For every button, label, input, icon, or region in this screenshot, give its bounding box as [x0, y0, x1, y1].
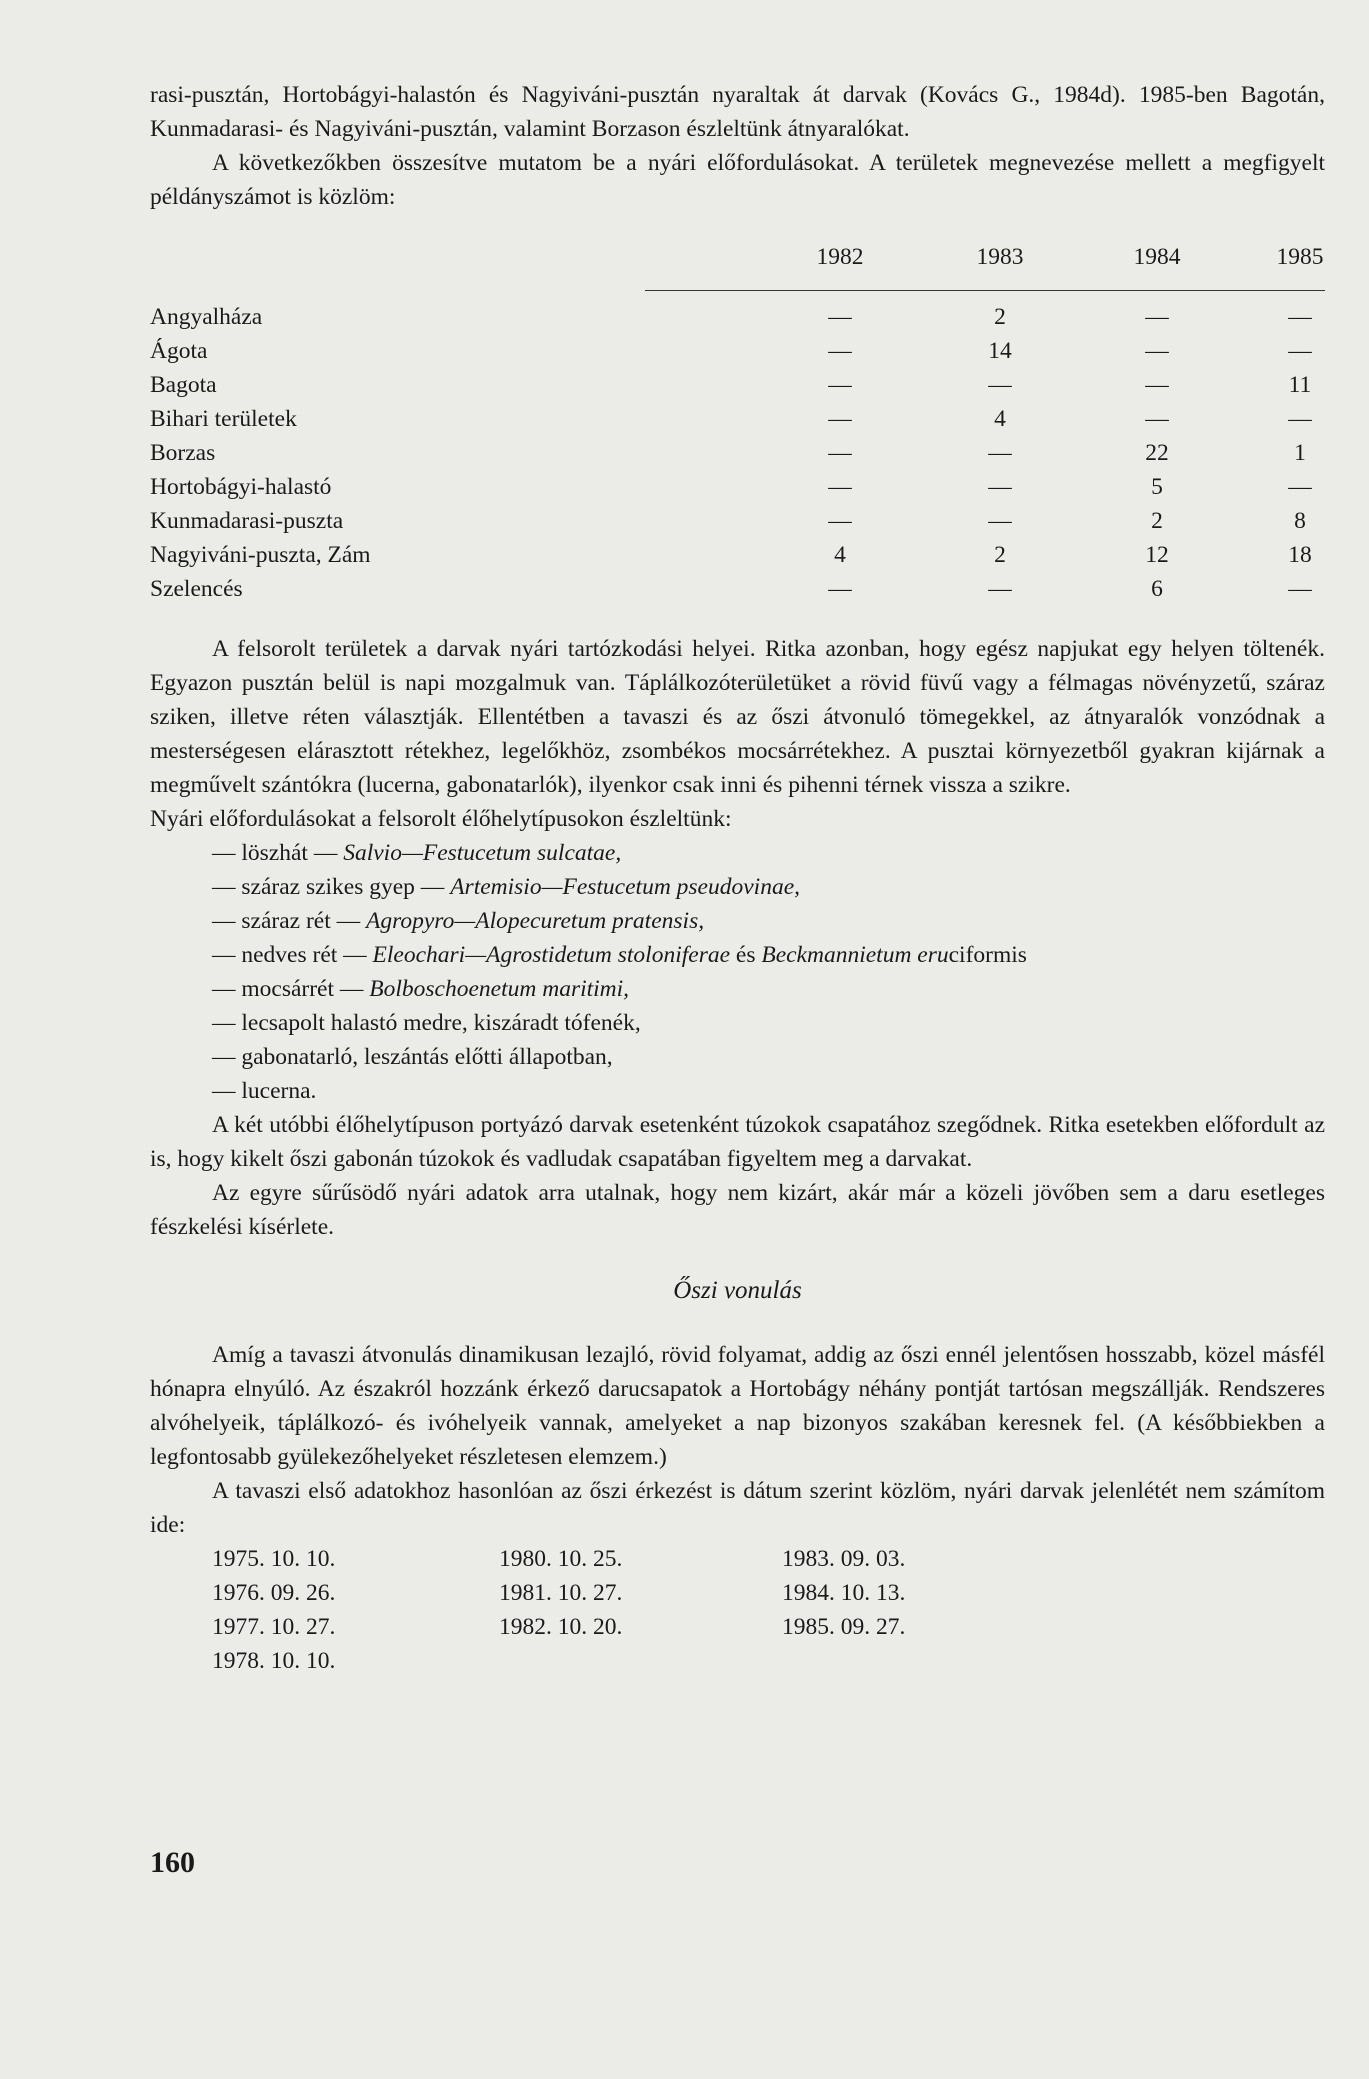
- date-entry: 1978. 10. 10.: [212, 1648, 336, 1674]
- page-content: [150, 78, 1325, 1678]
- count-cell: 2: [1151, 508, 1163, 534]
- count-cell: —: [988, 474, 1012, 500]
- habitat-list: [150, 836, 1325, 1108]
- habitat-latin-2: Beckmannietum eru: [761, 942, 949, 968]
- habitat-tail: ciformis: [948, 942, 1027, 968]
- arrival-dates: [150, 1542, 1325, 1678]
- count-cell: —: [1145, 338, 1169, 364]
- habitat-latin: Artemisio—Festucetum pseudovinae,: [450, 874, 801, 900]
- count-cell: —: [988, 372, 1012, 398]
- date-entry: 1981. 10. 27.: [499, 1580, 623, 1606]
- area-name: Hortobágyi-halastó: [150, 474, 332, 500]
- habitat-plain: — száraz rét —: [212, 908, 366, 934]
- date-entry: 1984. 10. 13.: [782, 1580, 906, 1606]
- intro-paragraph-2: A következőkben összesítve mutatom be a nyári előfordulásokat. A területek megnevezése mellett a megfigyelt példányszámot is közlöm:: [150, 150, 1325, 210]
- habitat-latin: Agropyro—Alopecuretum pratensis,: [365, 908, 705, 934]
- table-row: [150, 572, 1325, 606]
- count-cell: —: [828, 508, 852, 534]
- habitat-latin: Bolboschoenetum maritimi,: [369, 976, 630, 1002]
- count-cell: 4: [994, 406, 1006, 432]
- area-name: Szelencés: [150, 576, 243, 602]
- paragraph-summer-habitats: A felsorolt területek a darvak nyári tartózkodási helyei. Ritka azonban, hogy egész napjukat egy helyen töltenék. Egyazon pusztán belül is napi mozgalmuk van. Táplálkozóterületüket a rövid füvű vagy a félmagas növényzetű, száraz sziken, illetve réten választják. Ellentétben a tavaszi és az őszi átvonuló tömegekkel, az átnyaralók vonzódnak a mesterségesen elárasztott rétekhez, legelőkhöz, zsombékos mocsárrétekhez. A pusztai környezetből gyakran kijárnak a megművelt szántókra (lucerna, gabonatarlók), ilyenkor csak inni és pihenni térnek vissza a szikre.: [150, 636, 1325, 798]
- list-item: [150, 904, 1325, 938]
- table-row: [150, 538, 1325, 572]
- habitat-list-intro: Nyári előfordulásokat a felsorolt élőhelytípusokon észleltünk:: [150, 806, 732, 832]
- table-row: [150, 504, 1325, 538]
- habitat-latin: Salvio—Festucetum sulcatae,: [343, 840, 622, 866]
- list-item: [150, 1074, 1325, 1108]
- table-row: [150, 368, 1325, 402]
- count-cell: 6: [1151, 576, 1163, 602]
- observation-table: [150, 240, 1325, 610]
- page-number: 160: [150, 1846, 195, 1879]
- count-cell: 11: [1288, 372, 1312, 398]
- habitat-plain: — löszhát —: [212, 840, 344, 866]
- list-item: [150, 836, 1325, 870]
- count-cell: 12: [1145, 542, 1169, 568]
- habitat-plain: — gabonatarló, leszántás előtti állapotban,: [212, 1044, 613, 1070]
- habitat-latin: Eleochari—Agrostidetum stoloniferae: [372, 942, 731, 968]
- list-item: [150, 972, 1325, 1006]
- count-cell: 1: [1294, 440, 1306, 466]
- year-header-1984: 1984: [1133, 244, 1181, 270]
- area-name: Ágota: [150, 338, 208, 364]
- section-title: Őszi vonulás: [673, 1277, 802, 1304]
- count-cell: —: [1288, 576, 1312, 602]
- count-cell: —: [828, 304, 852, 330]
- intro-paragraph-1: rasi-pusztán, Hortobágyi-halastón és Nagyiváni-pusztán nyaraltak át darvak (Kovács G., 1984d). 1985-ben Bagotán, Kunmadarasi- és Nagyiváni-pusztán, valamint Borzason észleltünk átnyaralókat.: [150, 82, 1325, 142]
- list-item: [150, 870, 1325, 904]
- count-cell: 8: [1294, 508, 1306, 534]
- count-cell: —: [828, 474, 852, 500]
- list-item: [150, 1006, 1325, 1040]
- count-cell: —: [828, 576, 852, 602]
- count-cell: —: [1145, 372, 1169, 398]
- header-rule: [645, 290, 1325, 291]
- habitat-plain: — lucerna.: [212, 1078, 317, 1104]
- habitat-plain: — mocsárrét —: [212, 976, 370, 1002]
- list-item: [150, 1040, 1325, 1074]
- table-row: [150, 334, 1325, 368]
- count-cell: 5: [1151, 474, 1163, 500]
- count-cell: 2: [994, 304, 1006, 330]
- count-cell: —: [828, 406, 852, 432]
- count-cell: 2: [994, 542, 1006, 568]
- count-cell: —: [1288, 474, 1312, 500]
- year-header-1985: 1985: [1276, 244, 1324, 270]
- count-cell: —: [1145, 304, 1169, 330]
- count-cell: —: [1288, 406, 1312, 432]
- count-cell: 4: [834, 542, 846, 568]
- area-name: Angyalháza: [150, 304, 263, 330]
- date-entry: 1980. 10. 25.: [499, 1546, 623, 1572]
- date-entry: 1983. 09. 03.: [782, 1546, 906, 1572]
- count-cell: 22: [1145, 440, 1169, 466]
- paragraph-autumn-migration: Amíg a tavaszi átvonulás dinamikusan lezajló, rövid folyamat, addig az őszi ennél jelentősen hosszabb, közel másfél hónapra elnyúló. Az északról hozzánk érkező darucsapatok a Hortobágy néhány pontját tartósan megszállják. Rendszeres alvóhelyeik, táplálkozó- és ivóhelyeik vannak, amelyeket a nap bizonyos szakában keresnek fel. (A későbbiekben a legfontosabb gyülekezőhelyeket részletesen elemzem.): [150, 1342, 1325, 1470]
- count-cell: —: [988, 576, 1012, 602]
- date-entry: 1976. 09. 26.: [212, 1580, 336, 1606]
- paragraph-habitat-note: A két utóbbi élőhelytípuson portyázó darvak esetenként túzokok csapatához szegődnek. Ritka esetekben előfordult az is, hogy kikelt őszi gabonán túzokok és vadludak csapatában figyeltem meg a darvakat.: [150, 1112, 1325, 1172]
- count-cell: —: [828, 372, 852, 398]
- table-row: [150, 402, 1325, 436]
- area-name: Kunmadarasi-puszta: [150, 508, 344, 534]
- date-entry: 1977. 10. 27.: [212, 1614, 336, 1640]
- table-row: [150, 436, 1325, 470]
- count-cell: —: [828, 440, 852, 466]
- area-name: Bagota: [150, 372, 217, 398]
- date-entry: 1985. 09. 27.: [782, 1614, 906, 1640]
- area-name: Bihari területek: [150, 406, 297, 432]
- area-name: Nagyiváni-puszta, Zám: [150, 542, 371, 568]
- year-header-1983: 1983: [976, 244, 1024, 270]
- count-cell: —: [988, 440, 1012, 466]
- count-cell: 18: [1288, 542, 1312, 568]
- count-cell: 14: [988, 338, 1012, 364]
- count-cell: —: [1145, 406, 1169, 432]
- count-cell: —: [828, 338, 852, 364]
- year-header-1982: 1982: [816, 244, 864, 270]
- table-row: [150, 300, 1325, 334]
- count-cell: —: [1288, 338, 1312, 364]
- habitat-plain: — lecsapolt halastó medre, kiszáradt tófenék,: [212, 1010, 641, 1036]
- date-entry: 1975. 10. 10.: [212, 1546, 336, 1572]
- count-cell: —: [988, 508, 1012, 534]
- habitat-plain: — száraz szikes gyep —: [212, 874, 451, 900]
- habitat-conjunction: és: [730, 942, 762, 968]
- habitat-plain: — nedves rét —: [212, 942, 373, 968]
- date-entry: 1982. 10. 20.: [499, 1614, 623, 1640]
- count-cell: —: [1288, 304, 1312, 330]
- table-row: [150, 470, 1325, 504]
- paragraph-dates-intro: A tavaszi első adatokhoz hasonlóan az őszi érkezést is dátum szerint közlöm, nyári darvak jelenlétét nem számítom ide:: [150, 1478, 1325, 1538]
- list-item: [150, 938, 1325, 972]
- paragraph-nesting: Az egyre sűrűsödő nyári adatok arra utalnak, hogy nem kizárt, akár már a közeli jövőben sem a daru esetleges fészkelési kísérlete.: [150, 1180, 1325, 1240]
- area-name: Borzas: [150, 440, 216, 466]
